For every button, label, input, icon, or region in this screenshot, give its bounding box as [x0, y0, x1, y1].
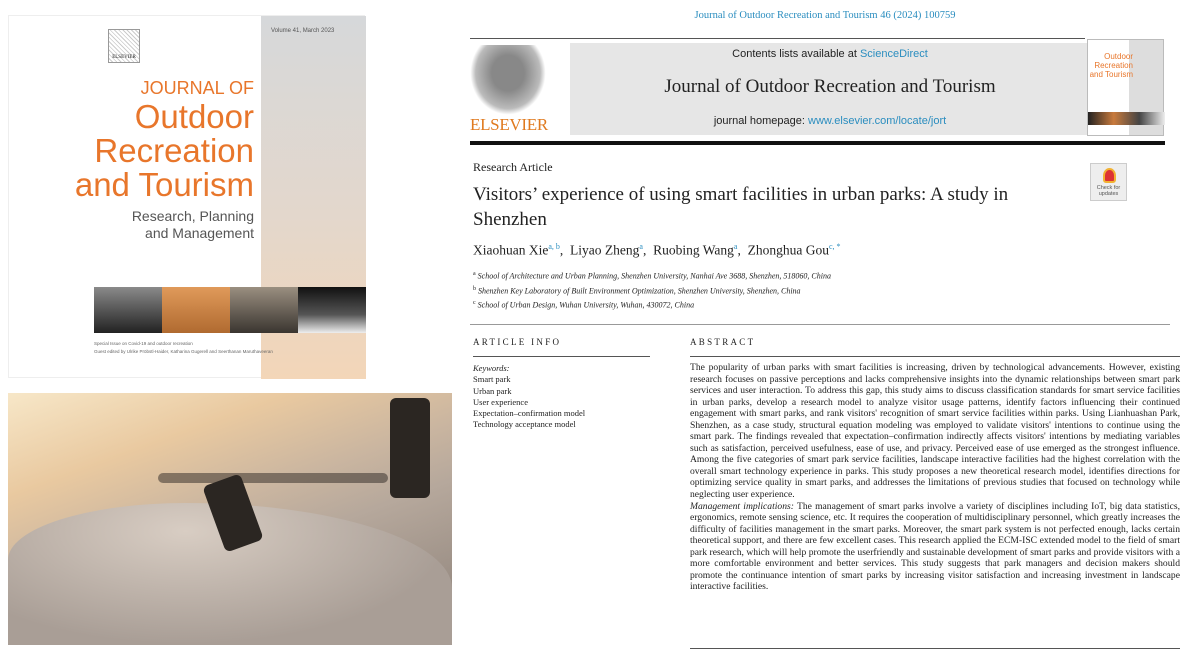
cover-subtitle [132, 208, 254, 242]
article-title: Visitors’ experience of using smart facilities in urban parks: A study in Shenzhen [473, 184, 1009, 230]
author-list: Xiaohuan Xie$^{a, b}$, Liyao Zheng$^a$, Ruobing Wang$^a$, Zhonghua Gou$^{c, *}$ [473, 242, 841, 258]
contents-prefix: Contents lists available at [732, 48, 860, 60]
author-sup[interactable]: a, b [548, 242, 560, 251]
bookmark-icon [1103, 168, 1116, 183]
aff-text: School of Urban Design, Wuhan University, Wuhan, 430072, China [477, 300, 695, 310]
cover-title-line: Outdoor [134, 98, 254, 135]
keywords [473, 363, 585, 431]
affiliation [473, 268, 831, 283]
aff-sup: c [473, 300, 476, 307]
affiliation [473, 283, 831, 298]
crowd [158, 473, 388, 483]
cover-title [75, 100, 254, 202]
author-name[interactable]: Zhonghua Gou [747, 242, 829, 258]
abstract-text: The popularity of urban parks with smart facilities is increasing, driven by technological advancements. However, existing research focuses on passive perceptions and lacks comprehensive insights into the dynamic relationships between smart park services and user interaction. To address this gap, this study aims to discuss classification standards for smart service facilities in urban parks, develop a research model to analyze visitor usage patterns, identify factors influencing their continued engagement with smart parks, and rank visitors' recognition of smart service facilities within parks. Using Lianhuashan Park, Shenzhen, as a case study, structural equation modeling was employed to validate visitors' intentions to continue using the smart park. The findings revealed that expectation–confirmation indirectly affects visitors' intentions by mediating variables such as satisfaction, perceived usefulness, ease of use, and privacy. Perceived ease of use emerged as the strongest influence. Among the five categories of smart park service facilities, landscape interactive facilities had the highest correlation with the overall smart technology experience in parks. This study proposes a new theoretical research model, identifies directions for optimizing service quality in smart parks, and addresses the limitations of previous studies that focused on technology while neglecting user experience. [690, 362, 1180, 501]
paper-first-page [460, 0, 1195, 660]
homepage-prefix: journal homepage: [713, 115, 808, 127]
elsevier-wordmark: ELSEVIER [470, 115, 548, 134]
check-updates-label: Check for updates [1096, 185, 1121, 197]
abstract-bottom-rule [690, 648, 1180, 649]
section-rule [470, 324, 1170, 325]
abstract-rule [690, 356, 1180, 357]
journal-banner [570, 43, 1090, 135]
citation-header[interactable]: Journal of Outdoor Recreation and Tourism 46 (2024) 100759 [694, 10, 956, 21]
abstract-body [690, 362, 1180, 593]
mini-cover-title: Outdoor Recreation and Tourism [1089, 52, 1133, 79]
keywords-label: Keywords: [473, 363, 510, 373]
mgmt-label: Management implications: [690, 500, 794, 512]
journal-title: Journal of Outdoor Recreation and Tourism [664, 76, 996, 97]
keyword: Urban park [473, 385, 512, 396]
management-implications [690, 501, 1180, 593]
author-name[interactable]: Ruobing Wang [653, 242, 734, 258]
homepage-link[interactable]: www.elsevier.com/locate/jort [808, 115, 947, 127]
contents-line [570, 48, 1090, 60]
special-issue-text: Special Issue on Covid-19 and outdoor recreation [94, 341, 193, 346]
author-sup[interactable]: a [733, 242, 738, 251]
journal-cover [8, 15, 365, 378]
article-info-heading: ARTICLE INFO [473, 337, 562, 347]
top-rule [470, 38, 1085, 39]
keyword: Expectation–confirmation model [473, 408, 586, 419]
author-name[interactable]: Liyao Zheng [570, 242, 640, 258]
info-rule [473, 356, 650, 357]
cover-special-issue [94, 340, 273, 356]
photographer-figure [390, 398, 430, 498]
cover-volume: Volume 41, March 2023 [271, 28, 335, 34]
mgmt-text: The management of smart parks involve a variety of disciplines including IoT, big data statistics, ergonomics, remote sensing science, etc. It requires the cooperation of multidisciplinary personnel, which greatly increases the difficulty of facilities management in the smart parks. Moreover, the smart park system is not perfected enough, lacks certain theoretical support, and there are few excellent cases. This research applied the ECM-ISC extended model to the field of smart park research, which will help promote the userfriendly and sustainable development of smart parks and provide visitors with a more comfortable environment and better services. This study suggests that park managers and decision makers should promote the continuance intention of smart parks by increasing visitor satisfaction and increasing investment in landscape interactive facilities. [690, 500, 1180, 593]
mini-cover-strip [1088, 112, 1165, 125]
cover-subtitle-line: and Management [145, 225, 254, 241]
author-name[interactable]: Xiaohuan Xie [473, 242, 549, 258]
aff-sup: b [473, 285, 476, 292]
author-sup[interactable]: c, * [828, 242, 841, 251]
article-type: Research Article [473, 160, 553, 174]
keyword: Technology acceptance model [473, 419, 576, 430]
aff-sup: a [473, 271, 476, 277]
mini-journal-cover [1087, 39, 1164, 136]
cover-journal-of: JOURNAL OF [140, 78, 254, 98]
cover-photo-strip [94, 287, 366, 333]
elsevier-logo: ELSEVIER [108, 29, 140, 63]
keyword: Smart park [473, 374, 511, 385]
keyword: User experience [473, 396, 528, 407]
cover-title-line: Recreation [94, 132, 254, 169]
header-thick-rule [470, 141, 1165, 145]
affiliation [473, 297, 831, 312]
check-for-updates-button[interactable] [1090, 163, 1127, 201]
cover-title-line: and Tourism [74, 166, 254, 203]
author-sup[interactable]: a [639, 242, 643, 251]
cover-subtitle-line: Research, Planning [131, 208, 254, 224]
aff-text: Shenzhen Key Laboratory of Built Environment Optimization, Shenzhen University, Shenzhen, China [478, 286, 801, 296]
aff-text: School of Architecture and Urban Planning, Shenzhen University, Nanhai Ave 3688, Shenzhen, 518060, China [477, 271, 831, 281]
skatepark-photo [8, 393, 452, 645]
abstract-heading: ABSTRACT [690, 337, 756, 347]
guest-editors-text: Guest edited by Ulrike Pröbstl-Haider, Katharina Gugerell and Seerthanan Maruthaveeran [94, 349, 273, 354]
homepage-line [570, 115, 1090, 127]
affiliations [473, 268, 831, 312]
elsevier-tree-icon [470, 45, 546, 115]
sciencedirect-link[interactable]: ScienceDirect [859, 48, 928, 60]
elsevier-logo [470, 45, 550, 135]
